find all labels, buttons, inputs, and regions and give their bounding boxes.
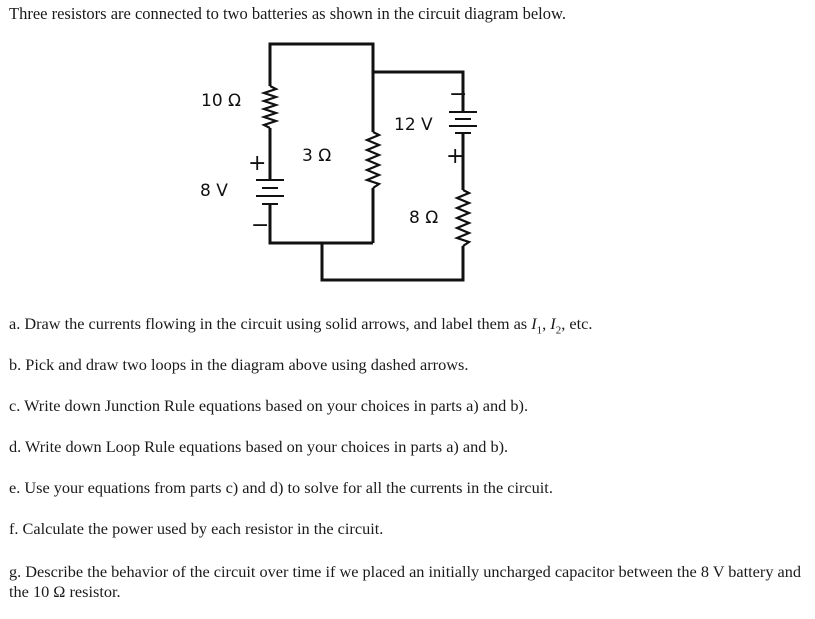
resistor-8-ohm (457, 190, 469, 246)
question-g: g. Describe the behavior of the circuit over time if we placed an initially uncharged capacitor between the 8 V battery and the 10 Ω resistor. (9, 562, 802, 601)
label-10-ohm: 10 Ω (201, 91, 242, 111)
battery-8v-plus: + (248, 151, 267, 176)
resistor-10-ohm (264, 86, 276, 128)
resistor-3-ohm (367, 132, 379, 188)
intro-text: Three resistors are connected to two batteries as shown in the circuit diagram below. (9, 4, 566, 23)
wire-left-bottom (270, 227, 373, 243)
question-f: f. Calculate the power used by each resistor in the circuit. (9, 519, 384, 538)
label-8-ohm: 8 Ω (409, 208, 439, 228)
question-b: b. Pick and draw two loops in the diagram above using dashed arrows. (9, 355, 469, 374)
label-12-volt: 12 V (394, 115, 433, 135)
wire-top-left (270, 44, 463, 96)
question-a: a. Draw the currents flowing in the circuit using solid arrows, and label them as $I_1$, $I_2$, etc. (9, 314, 593, 337)
question-c: c. Write down Junction Rule equations based on your choices in parts a) and b). (9, 396, 529, 415)
battery-8v-minus: − (251, 213, 270, 238)
label-8-volt: 8 V (200, 181, 228, 201)
question-e: e. Use your equations from parts c) and d) to solve for all the currents in the circuit. (9, 478, 553, 497)
circuit-diagram (0, 0, 815, 300)
battery-12v-plus: + (446, 144, 465, 169)
question-d: d. Write down Loop Rule equations based on your choices in parts a) and b). (9, 437, 509, 456)
label-3-ohm: 3 Ω (302, 146, 332, 166)
wire-right-bottom (322, 243, 463, 280)
battery-12v-minus: − (449, 82, 468, 107)
